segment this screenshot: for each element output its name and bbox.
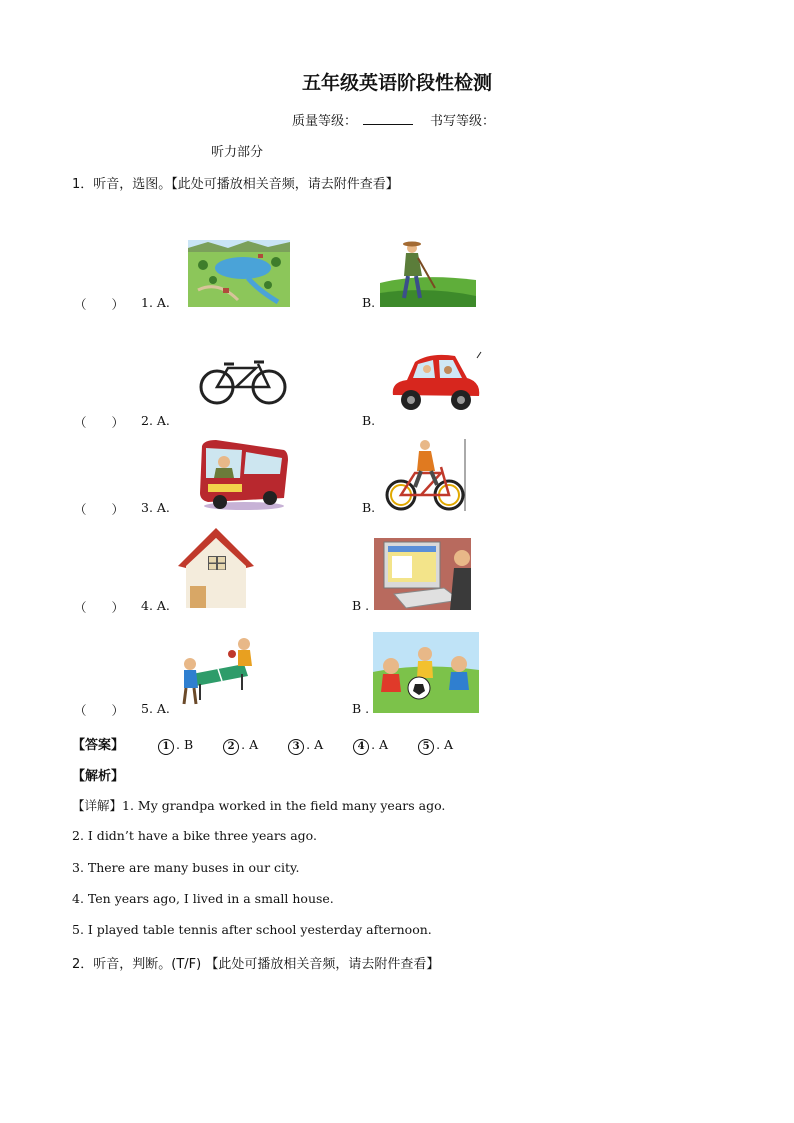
answer-value: . A [241,737,259,752]
detail-line-2: 2. I didn’t have a bike three years ago. [72,828,317,843]
quality-grade-blank [363,112,413,125]
kids-playing-soccer-image [373,632,479,713]
item-4-option-b-label: B . [352,598,370,613]
question-2-prompt: 2．听音，判断。(T/F) 【此处可播放相关音频，请去附件查看】 [72,957,440,972]
analysis-label: 【解析】 [72,769,125,784]
answer-paren: （ ） [74,502,125,517]
house-image [176,526,256,609]
answer-list [158,734,483,755]
quality-grade-label: 质量等级： [292,114,358,129]
detail-line-5: 5. I played table tennis after school yesterday afternoon. [72,922,432,937]
item-3-label: 3. A. [141,500,170,515]
answer-item [353,737,388,755]
detail-line-3: 3. There are many buses in our city. [72,860,300,875]
answer-paren: （ ） [74,600,125,615]
answer-paren: （ ） [74,297,125,312]
detail-label: 【详解】 [72,798,123,813]
answer-number: 3 [288,739,304,755]
question-1-prompt: 1．听音，选图。【此处可播放相关音频，请去附件查看】 [72,177,399,192]
quality-grade [292,110,419,129]
answer-paren: （ ） [74,703,125,718]
page-title: 五年级英语阶段性检测 [301,72,492,94]
item-2-option-b-label: B. [362,413,376,428]
item-5-label: 5. A. [141,701,170,716]
item-1-option-b-label: B. [362,295,376,310]
item-1-label: 1. A. [141,295,170,310]
answer-paren: （ ） [74,415,125,430]
answer-item [158,737,193,755]
farmer-working-field-image [380,238,476,307]
answer-value: . A [306,737,324,752]
answer-value: . A [371,737,389,752]
answer-item [288,737,323,755]
answer-number: 1 [158,739,174,755]
detail-line-1 [72,796,445,814]
answer-label: 【答案】 [72,738,125,753]
detail-line-4: 4. Ten years ago, I lived in a small house. [72,891,334,906]
computer-image [374,538,471,610]
writing-grade-label: 书写等级： [430,114,496,129]
boy-riding-bicycle-image [385,437,467,513]
item-4-label: 4. A. [141,598,170,613]
bicycle-image [198,356,289,406]
answer-item [223,737,258,755]
item-3-option-b-label: B. [362,500,376,515]
detail-sentence: 1. My grandpa worked in the field many years ago. [122,798,446,813]
answer-number: 5 [418,739,434,755]
answer-number: 2 [223,739,239,755]
item-5-option-b-label: B . [352,701,370,716]
bus-image [196,438,290,513]
red-car-image [385,350,485,418]
answer-item [418,737,453,755]
landscape-map-image [188,240,290,307]
section-listening: 听力部分 [211,145,264,160]
table-tennis-image [178,634,258,708]
item-2-label: 2. A. [141,413,170,428]
answer-value: . A [436,737,454,752]
answer-number: 4 [353,739,369,755]
answer-value: . B [176,737,194,752]
